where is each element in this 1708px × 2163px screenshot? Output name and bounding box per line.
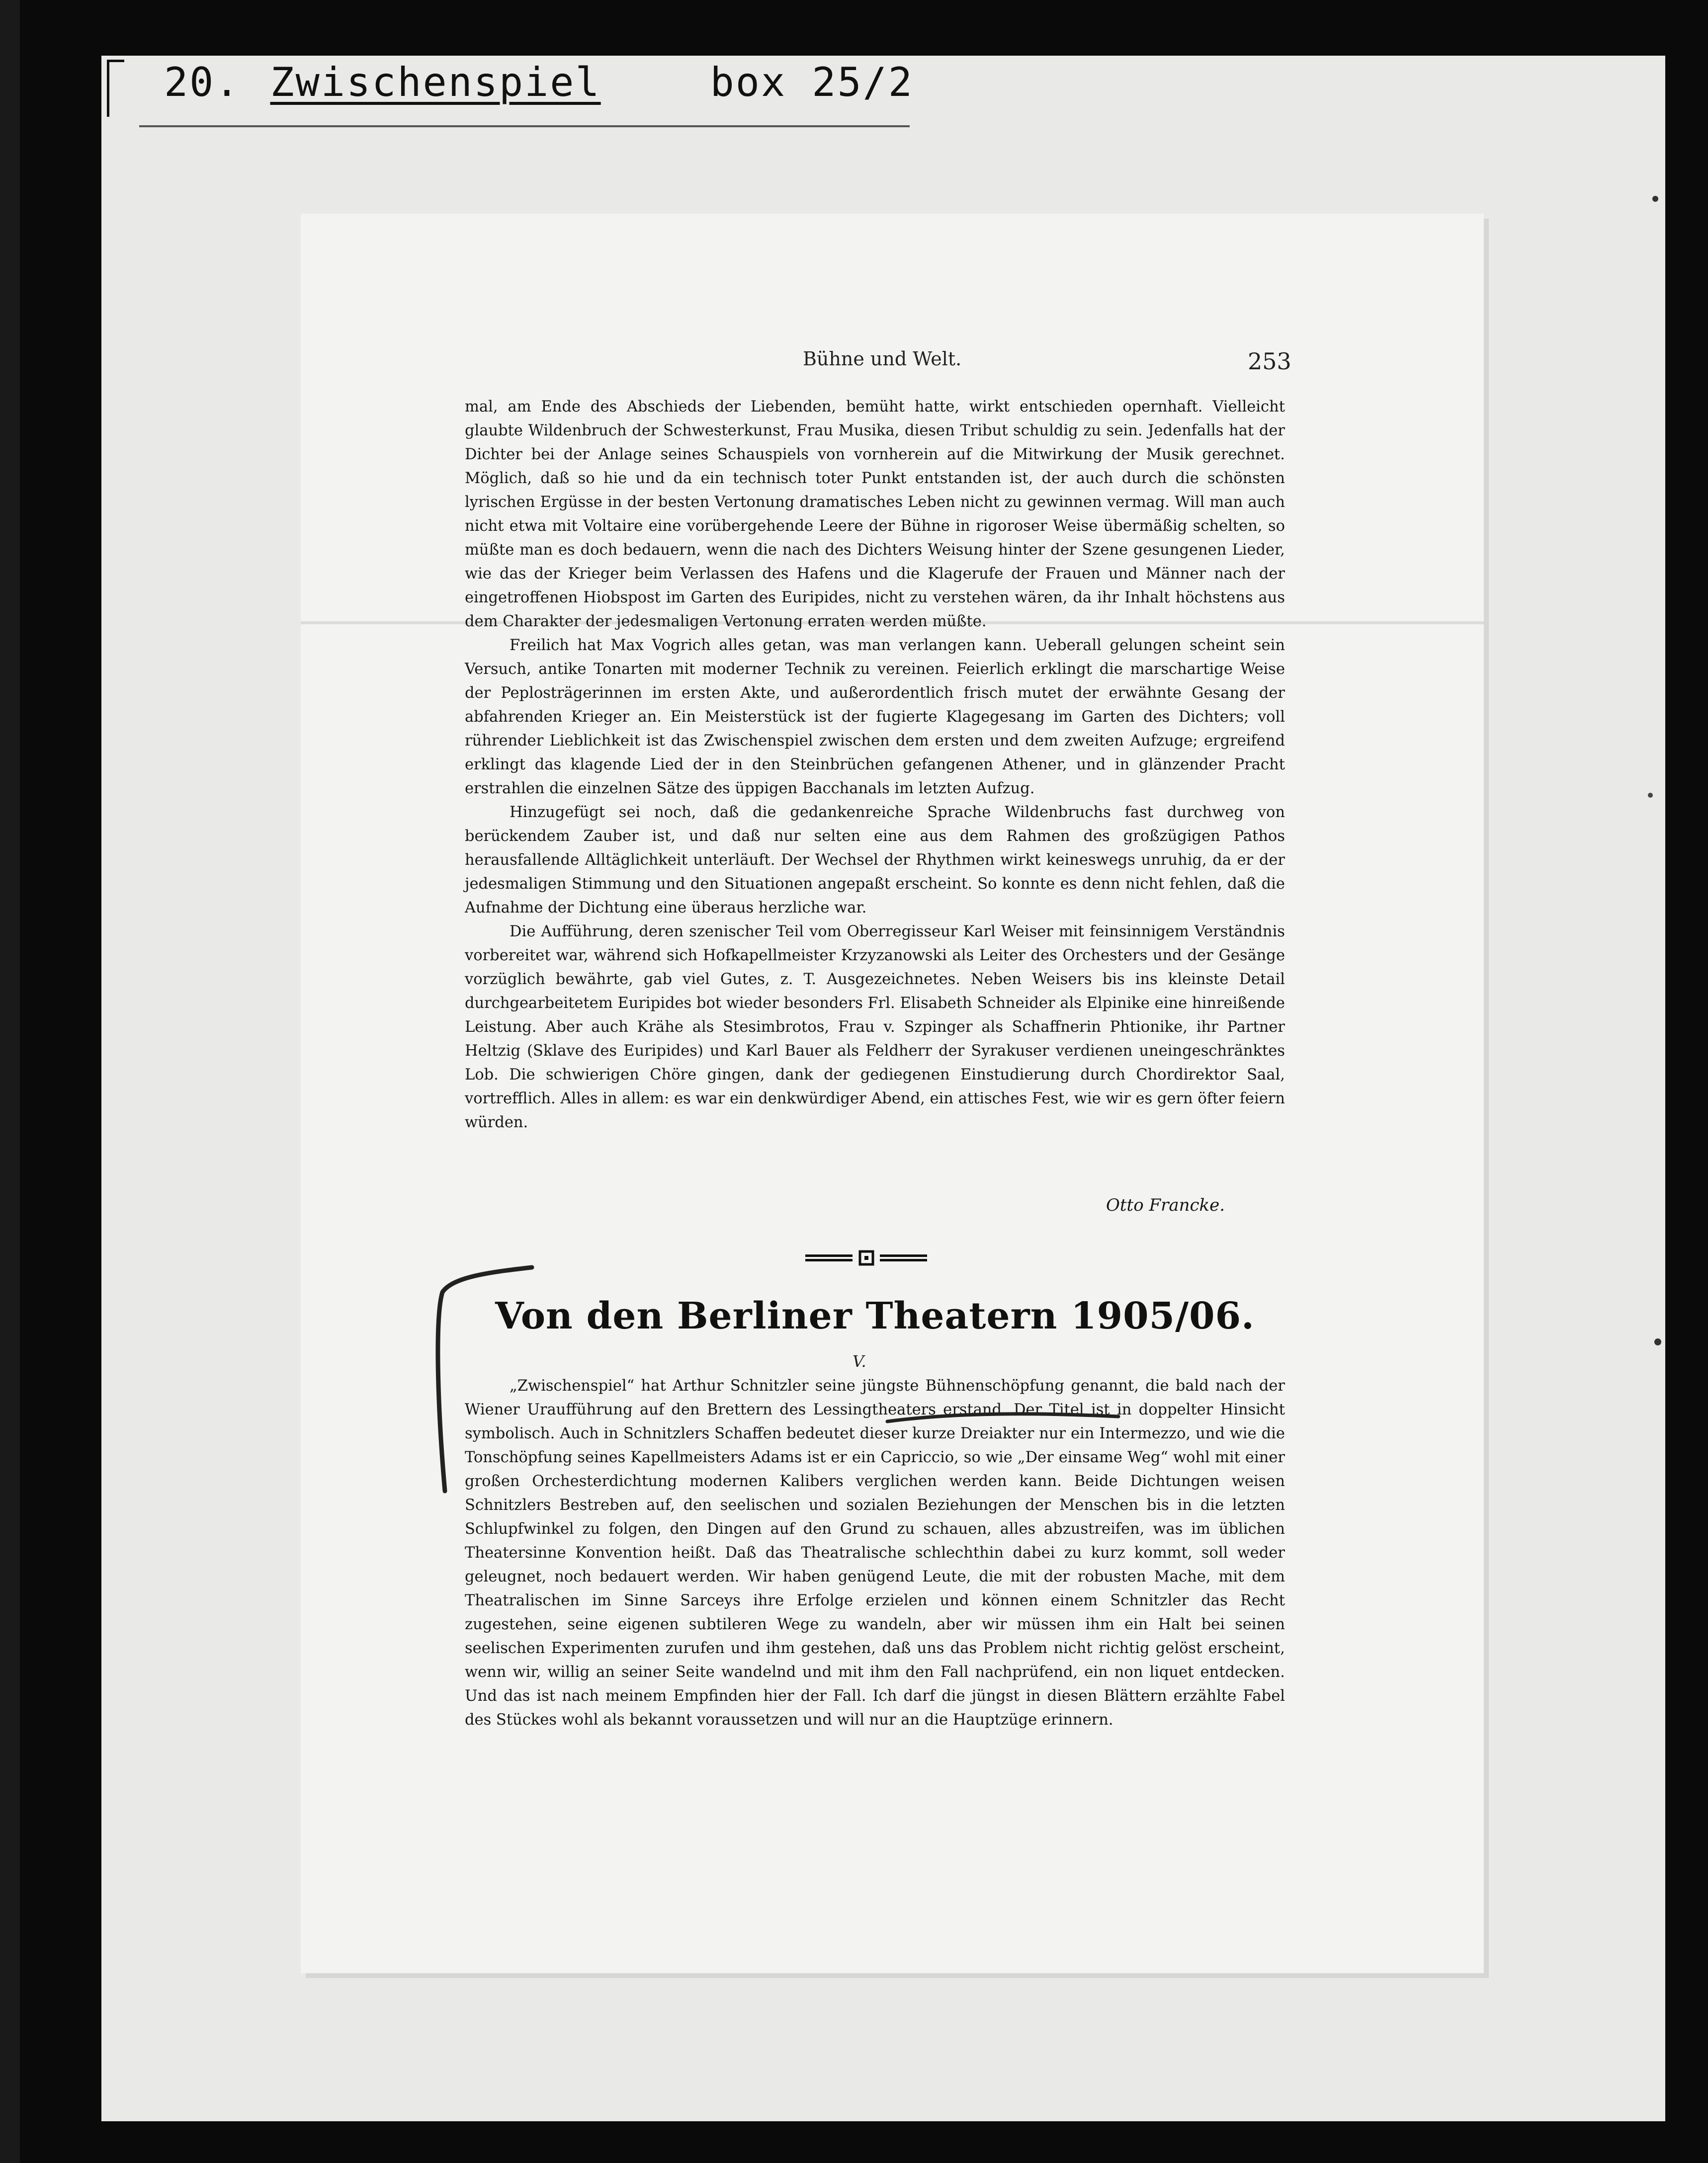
clipping-sheet xyxy=(301,214,1484,1973)
running-title: Bühne und Welt. xyxy=(803,348,962,370)
label-corner-mark xyxy=(107,60,124,117)
review-paragraph: Die Aufführung, deren szenischer Teil vom Oberregisseur Karl Weiser mit feinsinnigem Verständnis vorbereitet war, während sich Hofkapellmeister Krzyzanowski als Leiter des Orchesters und der Gesänge vorzüglich bewährte, gab viel Gutes, z. T. Ausgezeichnetes. Neben Weisers bis ins kleinste Detail durchgearbeitetem Euripides bot wieder besonders Frl. Elisabeth Schneider als Elpinike eine hinreißende Leistung. Aber auch Krähe als Stesimbrotos, Frau v. Szpinger als Schaffnerin Phtionike, ihr Partner Heltzig (Sklave des Euripides) und Karl Bauer als Feldherr der Syrakuser verdienen uneingeschränktes Lob. Die schwierigen Chöre gingen, dank der gediegenen Einstudierung durch Chordirektor Saal, vortrefflich. Alles in allem: es war ein denkwürdiger Abend, ein attisches Fest, wie wir es gern öfter feiern würden. xyxy=(465,923,1285,1131)
review-paragraph: Hinzugefügt sei noch, daß die gedankenreiche Sprache Wildenbruchs fast durchweg von berückendem Zauber ist, und daß nur selten eine aus dem Rahmen des großzügigen Pathos herausfallende Alltäglichkeit unterläuft. Der Wechsel der Rhythmen wirkt keineswegs unruhig, da er der jedesmaligen Stimmung und den Situationen angepaßt erscheint. So konnte es denn nicht fehlen, daß die Aufnahme der Dichtung eine überaus herzliche war. xyxy=(465,804,1285,916)
film-specks xyxy=(1640,149,1670,1640)
section-number: V. xyxy=(853,1352,866,1371)
review-paragraph: Freilich hat Max Vogrich alles getan, was man verlangen kann. Ueberall gelungen scheint sein Versuch, antike Tonarten mit moderner Technik zu vereinen. Feierlich erklingt die marschartige Weise der Peplosträgerinnen im ersten Akte, und außerordentlich frisch mutet der erwähnte Gesang der abfahrenden Krieger an. Ein Meisterstück ist der fugierte Klagegesang im Garten des Dichters; voll rührender Lieblichkeit ist das Zwischenspiel zwischen dem ersten und dem zweiten Aufzuge; ergreifend erklingt das klagende Lied der in den Steinbrüchen gefangenen Athener, und in glänzender Pracht erstrahlen die einzelnen Sätze des üppigen Bacchanals im letzten Aufzug. xyxy=(465,637,1285,797)
review-paragraph: mal, am Ende des Abschieds der Liebenden, bemüht hatte, wirkt entschieden opernhaft. Vielleicht glaubte Wildenbruch der Schwesterkunst, Frau Musika, diesen Tribut schuldig zu sein. Jedenfalls hat der Dichter bei der Anlage seines Schauspiels von vornherein auf die Mitwirkung der Musik gerechnet. Möglich, daß so hie und da ein technisch toter Punkt entstanden ist, der auch durch die schönsten lyrischen Ergüsse in der besten Vertonung dramatisches Leben nicht zu gewinnen vermag. Will man auch nicht etwa mit Voltaire eine vorübergehende Leere der Bühne in rigoroser Weise übermäßig schelten, so müßte man es doch bedauern, wenn die nach des Dichters Weisung hinter der Szene gesungenen Lieder, wie das der Krieger beim Verlassen des Hafens und die Klagerufe der Frauen und Männer nach der eingetroffenen Hiobspost im Garten des Euripides, nicht zu verstehen wären, da ihr Inhalt höchstens aus dem Charakter der jedesmaligen Vertonung erraten werden müßte. xyxy=(465,398,1285,630)
article-paragraph: „Zwischenspiel“ hat Arthur Schnitzler seine jüngste Bühnenschöpfung genannt, die bald nach der Wiener Uraufführung auf den Brettern des Lessingtheaters erstand. Der Titel ist in doppelter Hinsicht symbolisch. Auch in Schnitzlers Schaffen bedeutet dieser kurze Dreiakter nur ein Intermezzo, und wie die Tonschöpfung seines Kapellmeisters Adams ist er ein Capriccio, so wie „Der einsame Weg“ wohl mit einer großen Orchesterdichtung modernen Kalibers verglichen werden kann. Beide Dichtungen weisen Schnitzlers Bestreben auf, den seelischen und sozialen Beziehungen der Menschen bis in die letzten Schlupfwinkel zu folgen, den Dingen auf den Grund zu schauen, alles abzustreifen, was im üblichen Theatersinne Konvention heißt. Daß das Theatralische schlechthin dabei zu kurz kommt, soll weder geleugnet, noch bedauert werden. Wir haben genügend Leute, die mit der robusten Mache, mit dem Theatralischen im Sinne Sarceys ihre Erfolge erzielen und können einem Schnitzler das Recht zugestehen, seine eigenen subtileren Wege zu wandeln, aber wir müssen ihm ein Halt bei seinen seelischen Experimenten zurufen und ihm gestehen, daß uns das Problem nicht richtig gelöst erscheint, wenn wir, willig an seiner Seite wandelnd und mit ihm den Fall nachprüfend, ein non liquet entdecken. Und das ist nach meinem Empfinden hier der Fall. Ich darf die jüngst in diesen Blättern erzählte Fabel des Stückes wohl als bekannt voraussetzen und will nur an die Hauptzüge erinnern. xyxy=(465,1377,1285,1729)
review-text xyxy=(465,395,1285,1135)
section-heading: Von den Berliner Theatern 1905/06. xyxy=(495,1295,1255,1337)
running-head xyxy=(301,348,1484,378)
label-number: 20. xyxy=(164,59,241,105)
pencil-underline-mark xyxy=(885,1402,1123,1436)
label-title: Zwischenspiel xyxy=(270,59,601,105)
pencil-bracket-mark xyxy=(408,1257,537,1496)
film-edge xyxy=(0,0,20,2163)
article-text xyxy=(465,1374,1285,1732)
divider-ornament xyxy=(805,1248,930,1267)
label-box: box 25/2 xyxy=(710,59,914,105)
author-signature: Otto Francke. xyxy=(1106,1195,1225,1215)
page-number: 253 xyxy=(1248,348,1291,375)
label-rule xyxy=(139,125,910,127)
archive-label xyxy=(107,50,952,114)
